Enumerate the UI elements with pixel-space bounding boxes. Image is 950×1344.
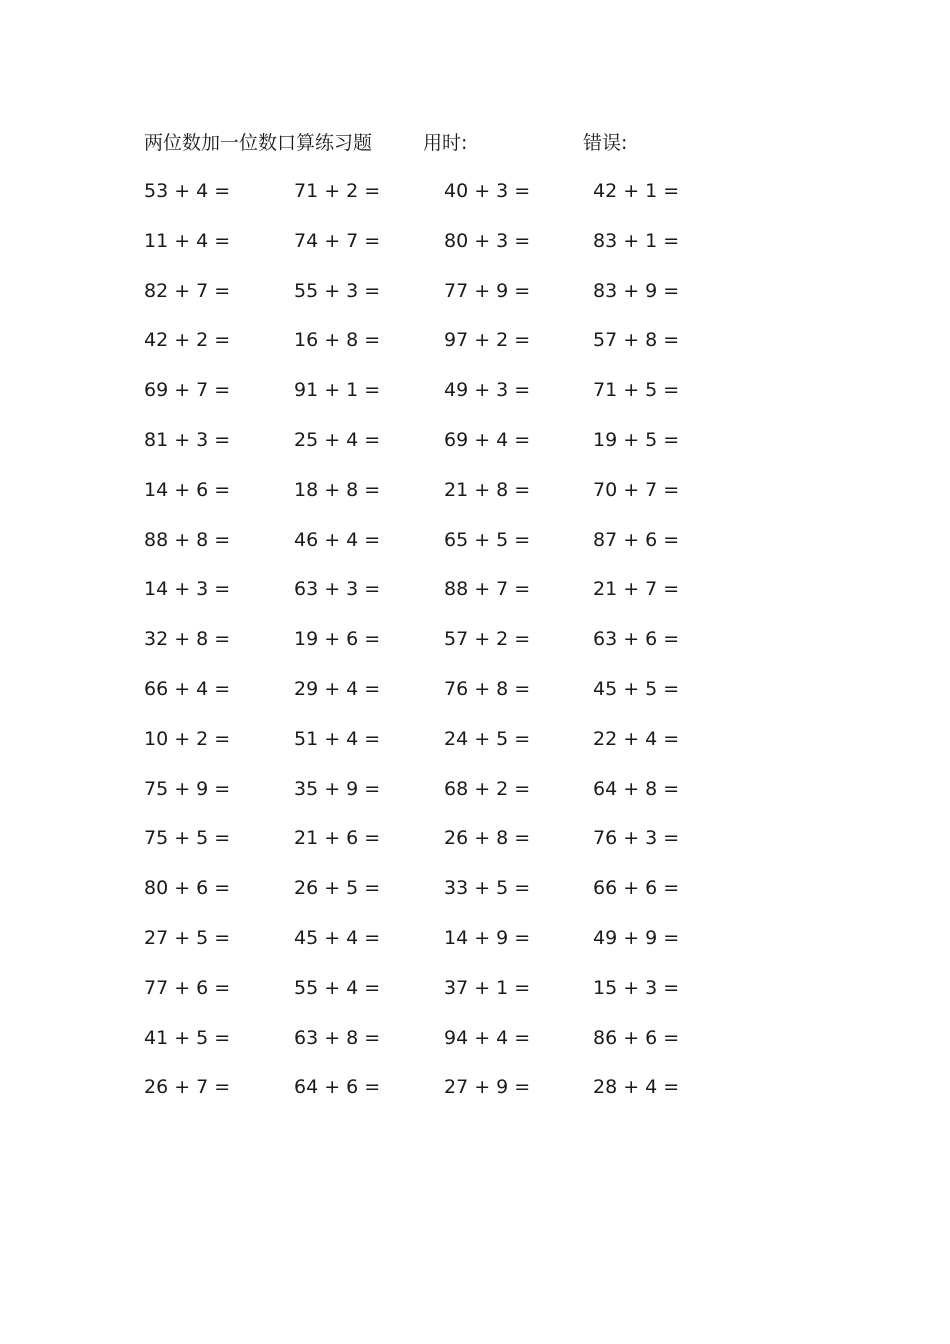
problem-item: 40 + 3 = bbox=[444, 180, 531, 202]
problem-item: 27 + 9 = bbox=[444, 1076, 531, 1099]
problem-item: 68 + 2 = bbox=[444, 777, 531, 800]
problem-row bbox=[144, 375, 744, 425]
problem-row bbox=[144, 525, 744, 575]
problem-item: 83 + 1 = bbox=[593, 229, 680, 252]
error-count-label: 错误: bbox=[583, 132, 628, 154]
problem-item: 75 + 9 = bbox=[144, 777, 231, 800]
problem-item: 71 + 5 = bbox=[593, 379, 680, 402]
problem-item: 25 + 4 = bbox=[294, 428, 381, 451]
problem-item: 37 + 1 = bbox=[444, 976, 531, 999]
problem-item: 26 + 7 = bbox=[144, 1076, 231, 1099]
problem-item: 57 + 2 = bbox=[444, 628, 531, 651]
problem-item: 82 + 7 = bbox=[144, 279, 231, 302]
problem-item: 46 + 4 = bbox=[294, 528, 381, 551]
problem-item: 21 + 8 = bbox=[444, 478, 531, 501]
problem-item: 65 + 5 = bbox=[444, 528, 531, 551]
problem-item: 77 + 6 = bbox=[144, 976, 231, 999]
problem-item: 49 + 3 = bbox=[444, 379, 531, 402]
problem-item: 63 + 3 = bbox=[294, 578, 381, 601]
problem-item: 32 + 8 = bbox=[144, 628, 231, 651]
problem-item: 49 + 9 = bbox=[593, 926, 680, 949]
problem-item: 63 + 8 = bbox=[294, 1026, 381, 1049]
problem-item: 33 + 5 = bbox=[444, 877, 531, 900]
problem-row bbox=[144, 724, 744, 774]
problem-row bbox=[144, 475, 744, 525]
time-used-label: 用时: bbox=[423, 132, 468, 154]
problem-item: 42 + 1 = bbox=[593, 180, 680, 202]
problem-item: 64 + 8 = bbox=[593, 777, 680, 800]
problem-item: 66 + 4 = bbox=[144, 677, 231, 700]
problem-item: 24 + 5 = bbox=[444, 727, 531, 750]
problem-item: 55 + 3 = bbox=[294, 279, 381, 302]
problem-item: 80 + 3 = bbox=[444, 229, 531, 252]
problem-item: 88 + 7 = bbox=[444, 578, 531, 601]
problem-item: 22 + 4 = bbox=[593, 727, 680, 750]
problem-item: 91 + 1 = bbox=[294, 379, 381, 402]
problem-row bbox=[144, 1023, 744, 1073]
problem-item: 29 + 4 = bbox=[294, 677, 381, 700]
problem-item: 19 + 6 = bbox=[294, 628, 381, 651]
problem-item: 11 + 4 = bbox=[144, 229, 231, 252]
problem-item: 83 + 9 = bbox=[593, 279, 680, 302]
problem-row bbox=[144, 923, 744, 973]
problem-row bbox=[144, 276, 744, 326]
problem-row bbox=[144, 624, 744, 674]
problem-item: 51 + 4 = bbox=[294, 727, 381, 750]
problem-row bbox=[144, 574, 744, 624]
problem-item: 75 + 5 = bbox=[144, 827, 231, 850]
problem-row bbox=[144, 176, 744, 226]
problem-row bbox=[144, 425, 744, 475]
problem-item: 45 + 4 = bbox=[294, 926, 381, 949]
problem-item: 26 + 8 = bbox=[444, 827, 531, 850]
problem-item: 87 + 6 = bbox=[593, 528, 680, 551]
problem-item: 18 + 8 = bbox=[294, 478, 381, 501]
problem-item: 53 + 4 = bbox=[144, 180, 231, 202]
problem-item: 42 + 2 = bbox=[144, 329, 231, 352]
problem-item: 57 + 8 = bbox=[593, 329, 680, 352]
problem-item: 35 + 9 = bbox=[294, 777, 381, 800]
problem-item: 69 + 4 = bbox=[444, 428, 531, 451]
problem-row bbox=[144, 674, 744, 724]
problem-item: 80 + 6 = bbox=[144, 877, 231, 900]
problem-item: 14 + 6 = bbox=[144, 478, 231, 501]
problem-grid bbox=[144, 176, 744, 1122]
problem-item: 41 + 5 = bbox=[144, 1026, 231, 1049]
problem-item: 97 + 2 = bbox=[444, 329, 531, 352]
problem-item: 76 + 8 = bbox=[444, 677, 531, 700]
problem-row bbox=[144, 873, 744, 923]
problem-item: 64 + 6 = bbox=[294, 1076, 381, 1099]
problem-item: 77 + 9 = bbox=[444, 279, 531, 302]
problem-item: 86 + 6 = bbox=[593, 1026, 680, 1049]
problem-item: 69 + 7 = bbox=[144, 379, 231, 402]
problem-row bbox=[144, 973, 744, 1023]
problem-item: 74 + 7 = bbox=[294, 229, 381, 252]
problem-row bbox=[144, 1072, 744, 1122]
problem-item: 81 + 3 = bbox=[144, 428, 231, 451]
problem-row bbox=[144, 774, 744, 824]
problem-item: 76 + 3 = bbox=[593, 827, 680, 850]
problem-row bbox=[144, 226, 744, 276]
problem-item: 45 + 5 = bbox=[593, 677, 680, 700]
problem-item: 63 + 6 = bbox=[593, 628, 680, 651]
problem-item: 55 + 4 = bbox=[294, 976, 381, 999]
problem-item: 26 + 5 = bbox=[294, 877, 381, 900]
problem-item: 19 + 5 = bbox=[593, 428, 680, 451]
worksheet-header bbox=[0, 128, 950, 158]
problem-item: 21 + 6 = bbox=[294, 827, 381, 850]
problem-item: 71 + 2 = bbox=[294, 180, 381, 202]
worksheet-title: 两位数加一位数口算练习题 bbox=[144, 132, 373, 154]
problem-item: 14 + 9 = bbox=[444, 926, 531, 949]
problem-item: 27 + 5 = bbox=[144, 926, 231, 949]
problem-row bbox=[144, 823, 744, 873]
problem-item: 28 + 4 = bbox=[593, 1076, 680, 1099]
problem-item: 21 + 7 = bbox=[593, 578, 680, 601]
problem-item: 14 + 3 = bbox=[144, 578, 231, 601]
problem-item: 15 + 3 = bbox=[593, 976, 680, 999]
problem-row bbox=[144, 325, 744, 375]
problem-item: 88 + 8 = bbox=[144, 528, 231, 551]
problem-item: 94 + 4 = bbox=[444, 1026, 531, 1049]
problem-item: 10 + 2 = bbox=[144, 727, 231, 750]
problem-item: 16 + 8 = bbox=[294, 329, 381, 352]
problem-item: 70 + 7 = bbox=[593, 478, 680, 501]
problem-item: 66 + 6 = bbox=[593, 877, 680, 900]
